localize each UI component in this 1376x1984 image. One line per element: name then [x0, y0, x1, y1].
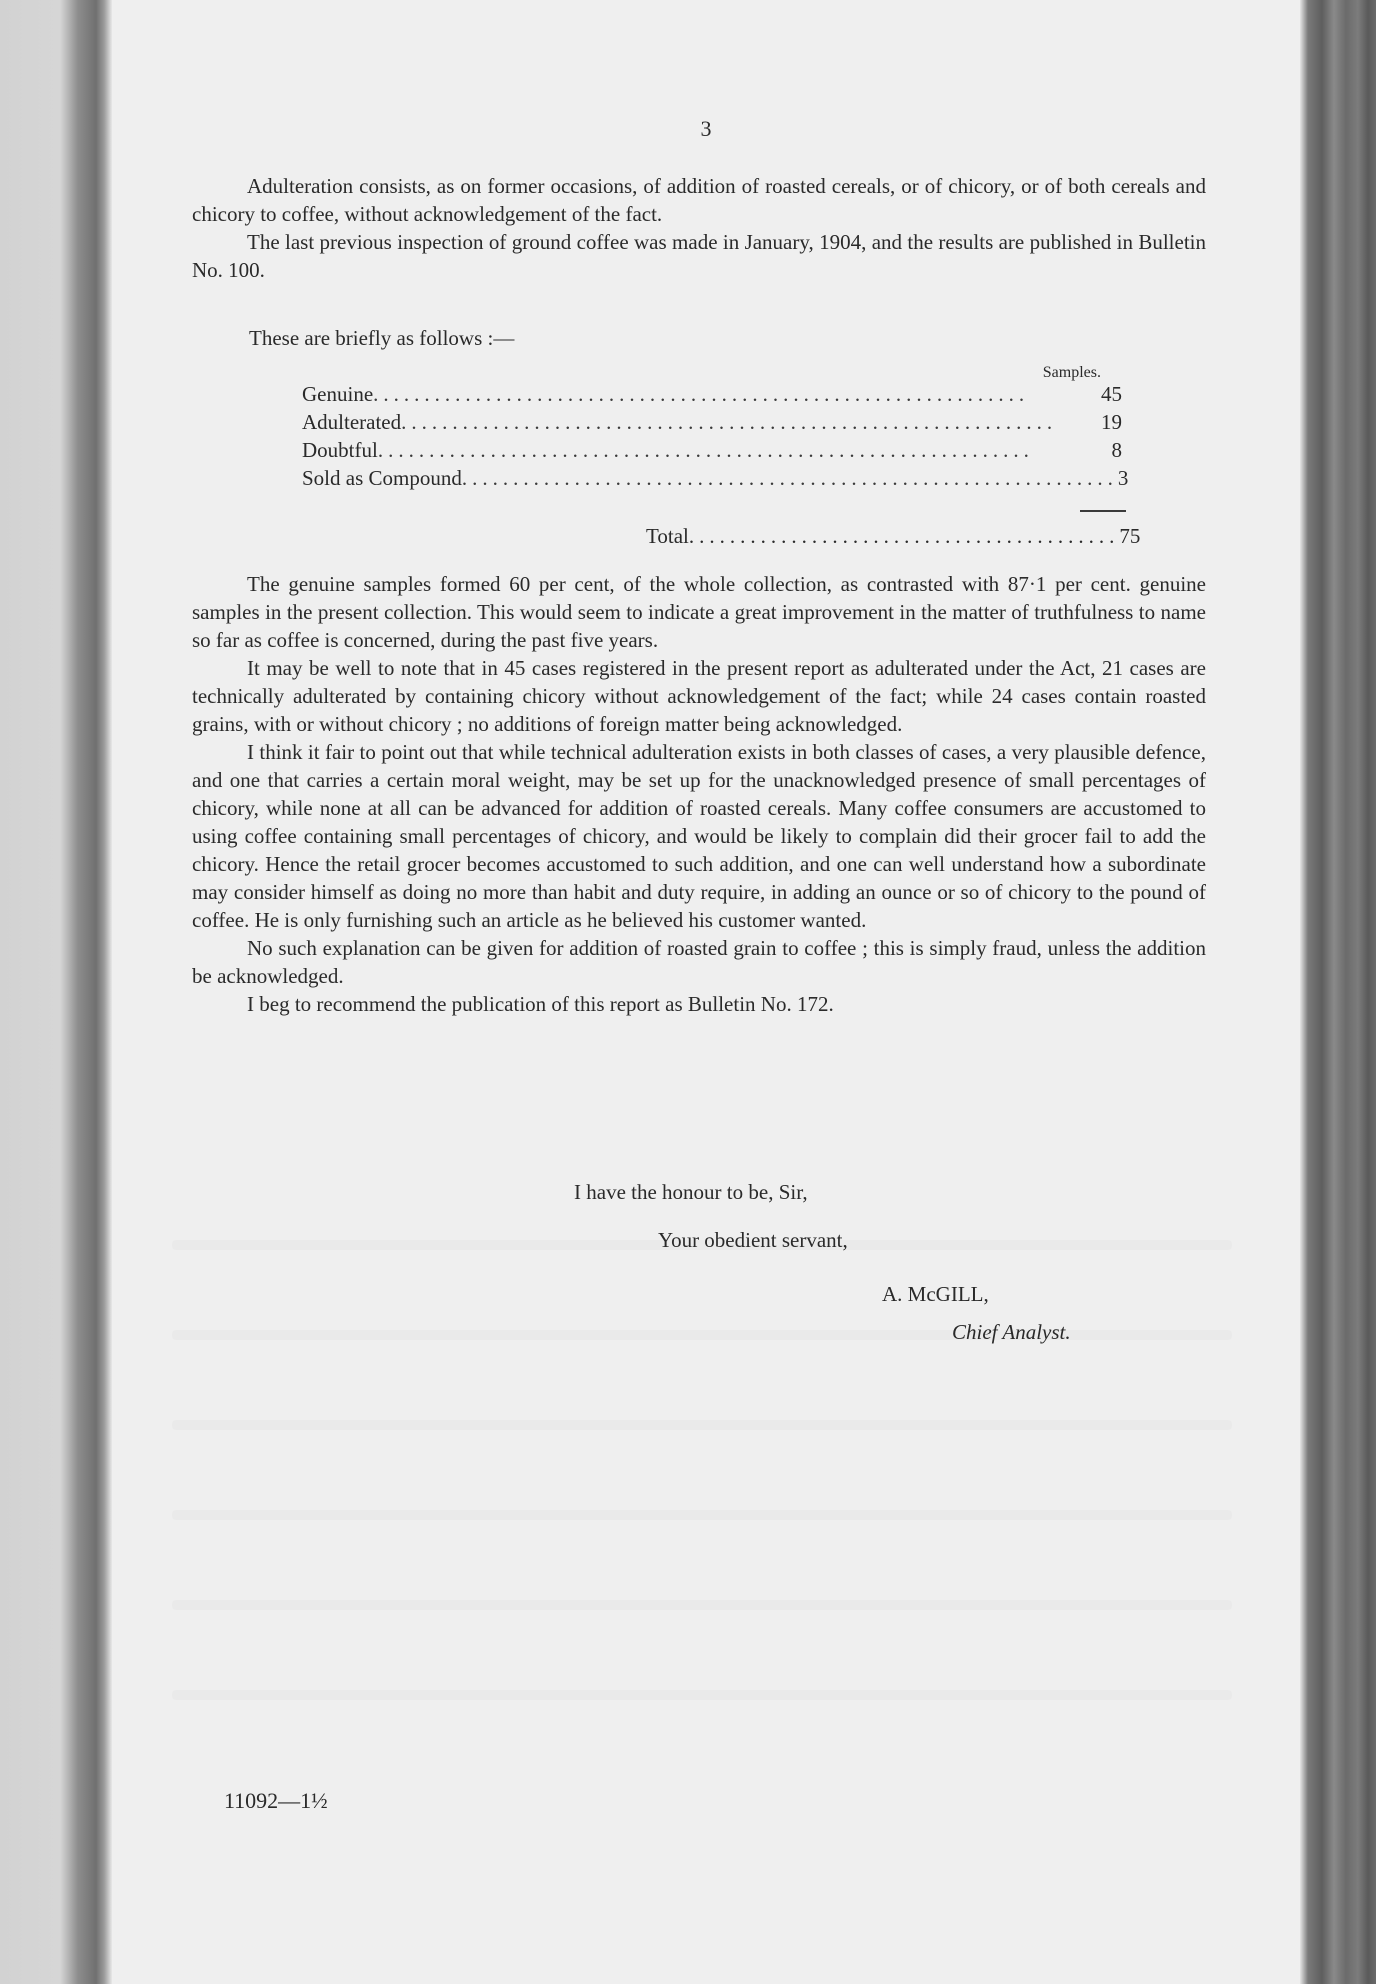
row-value: 8 [1111, 438, 1122, 462]
leader-dots: ................................................................ [373, 382, 1030, 406]
row-label: Genuine [302, 382, 374, 406]
paragraph: The last previous inspection of ground coffee was made in January, 1904, and the results are published in Bulletin No. 100. [192, 230, 1206, 282]
footer-code: 11092—1½ [224, 1788, 328, 1813]
row-label: Doubtful [302, 438, 378, 462]
paragraph: Adulteration consists, as on former occasions, of addition of roasted cereals, or of chicory, or of both cereals and chicory to coffee, without acknowledgement of the fact. [192, 174, 1206, 226]
row-value: 19 [1101, 410, 1122, 434]
document-page [112, 0, 1300, 1984]
bleed-through [172, 1600, 1232, 1610]
table-row [302, 466, 1129, 494]
signature-title: Chief Analyst. [952, 1320, 1071, 1344]
column-header-samples: Samples. [1042, 364, 1101, 381]
leader-dots: ................................................................ [401, 410, 1058, 434]
leader-dots: .......................................... [688, 524, 1120, 548]
row-value: 3 [1117, 466, 1129, 490]
total-label: Total [646, 524, 689, 548]
scan-right-edge [1300, 0, 1376, 1984]
table-row [302, 382, 1122, 410]
table-total-row [302, 524, 1141, 552]
signature-name: A. McGILL, [882, 1282, 989, 1306]
closing-line-1: I have the honour to be, Sir, [574, 1180, 808, 1204]
paragraph: The genuine samples formed 60 per cent, of the whole collection, as contrasted with 87·1 per cent. genuine samples in the present collection. This would seem to indicate a great improvement in the matter of truthfulness to name so far as coffee is concerned, during the past five years. [192, 572, 1206, 652]
table-intro: These are briefly as follows :— [249, 326, 515, 350]
leader-dots: ................................................................ [377, 438, 1034, 462]
total-rule [1080, 510, 1126, 512]
paragraphs-top [192, 172, 1206, 284]
total-value: 75 [1119, 524, 1141, 548]
bleed-through [172, 1510, 1232, 1520]
row-label: Sold as Compound [302, 466, 462, 490]
row-label: Adulterated [302, 410, 402, 434]
row-value: 45 [1101, 382, 1122, 406]
page-number: 3 [700, 116, 712, 141]
scan-left-edge [0, 0, 112, 1984]
paragraph: I think it fair to point out that while technical adulteration exists in both classes of cases, a very plausible defence, and one that carries a certain moral weight, may be set up for the unacknowledged presence of small percentages of chicory, while none at all can be advanced for addition of roasted cereals. Many coffee consumers are accustomed to using coffee containing small percentages of chicory, and would be likely to complain did their grocer fail to add the chicory. Hence the retail grocer becomes accustomed to such addition, and one can well understand how a subordinate may consider himself as doing no more than habit and duty require, in adding an ounce or so of chicory to the pound of coffee. He is only furnishing such an article as he believed his customer wanted. [192, 740, 1206, 932]
bleed-through [172, 1420, 1232, 1430]
paragraphs-body [192, 570, 1206, 1018]
table-row [302, 410, 1122, 438]
paragraph: No such explanation can be given for addition of roasted grain to coffee ; this is simply fraud, unless the addition be acknowledged. [192, 936, 1206, 988]
paragraph: I beg to recommend the publication of this report as Bulletin No. 172. [247, 992, 834, 1016]
paragraph: It may be well to note that in 45 cases registered in the present report as adulterated under the Act, 21 cases are technically adulterated by containing chicory without acknowledgement of the fact; while 24 cases contain roasted grains, with or without chicory ; no additions of foreign matter being acknowledged. [192, 656, 1206, 736]
table-row [302, 438, 1122, 466]
closing-line-2: Your obedient servant, [658, 1228, 848, 1252]
bleed-through [172, 1690, 1232, 1700]
bleed-through [172, 1330, 1232, 1340]
leader-dots: ................................................................ [461, 466, 1118, 490]
bleed-through [172, 1240, 1232, 1250]
